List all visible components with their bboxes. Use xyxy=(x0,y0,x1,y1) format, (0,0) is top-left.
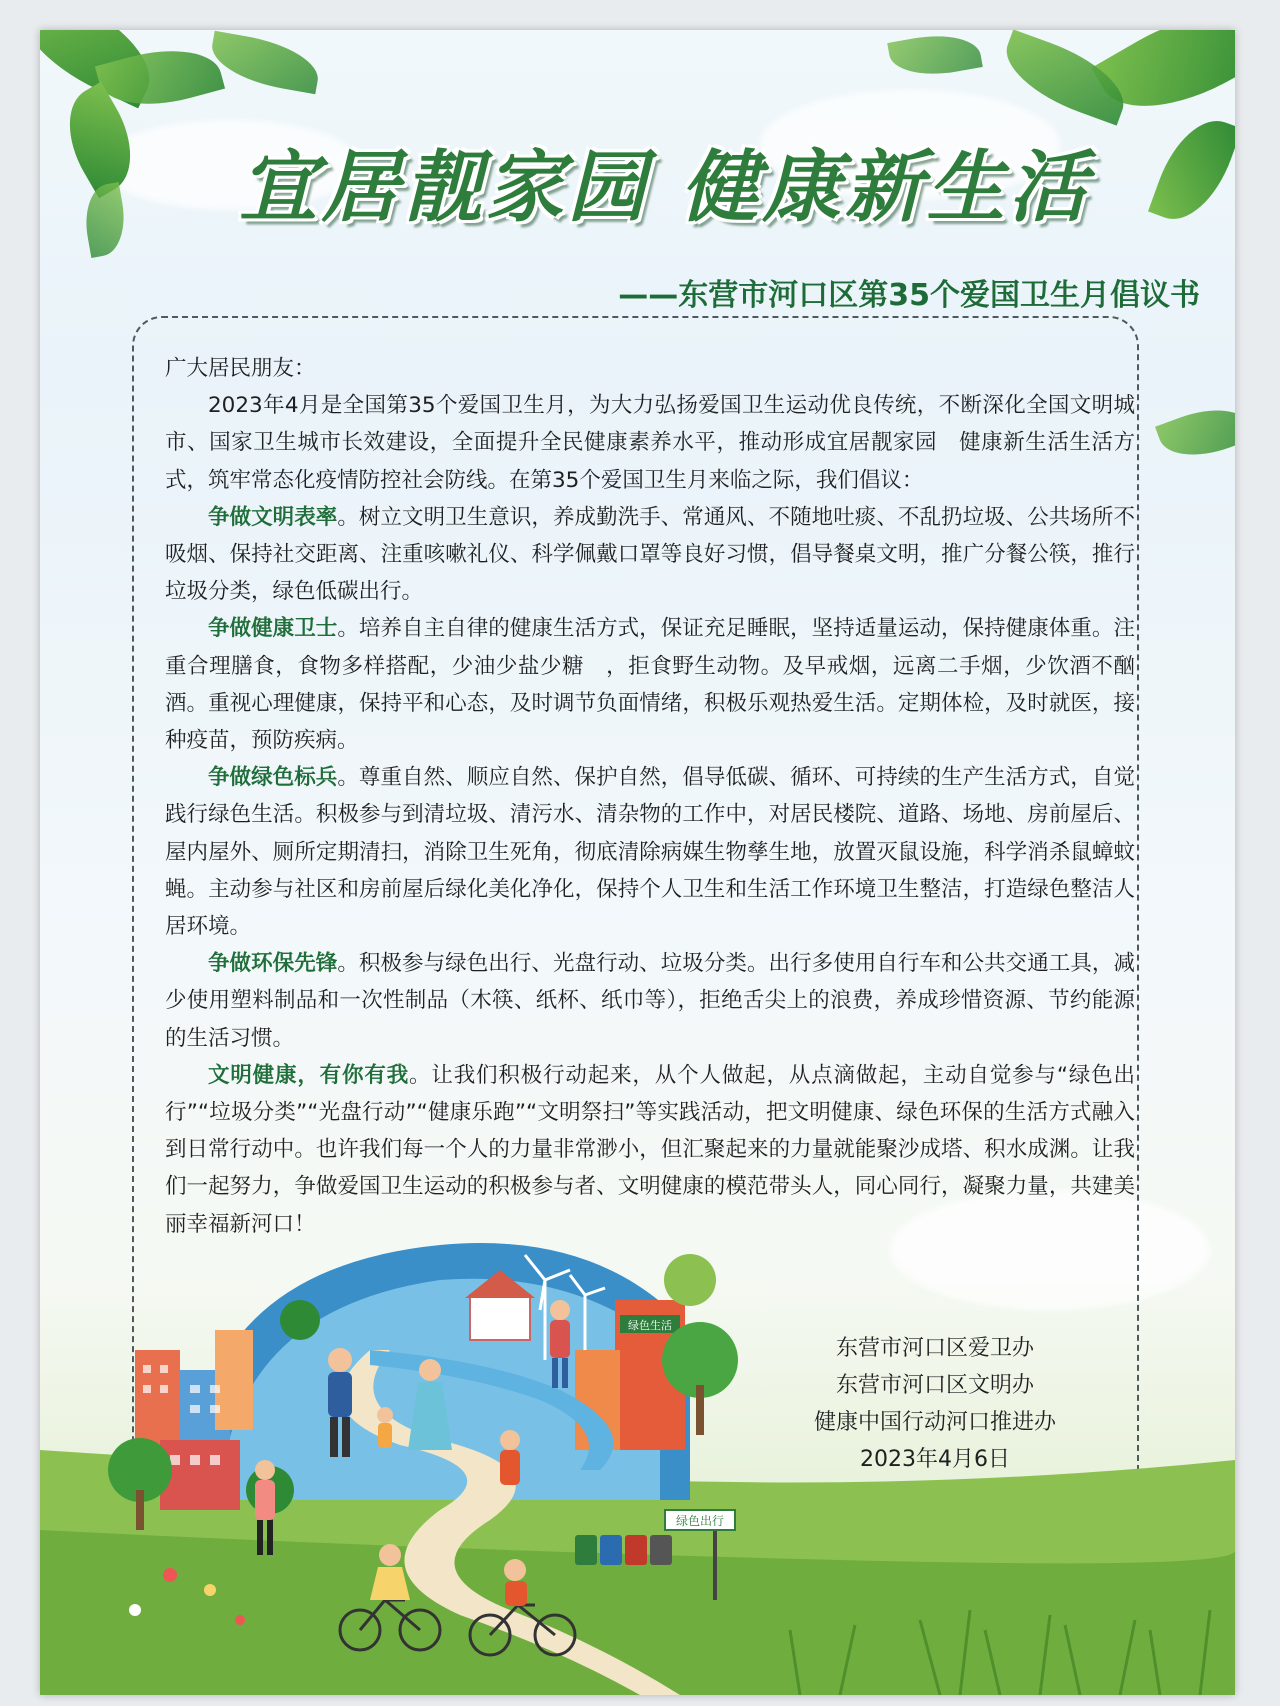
bin-icon xyxy=(625,1535,647,1565)
person-icon xyxy=(500,1430,520,1485)
initiative-heading: 争做环保先锋 xyxy=(208,951,338,977)
shop-sign-text: 绿色生活 xyxy=(628,1319,672,1332)
poster-title: 宜居靓家园 健康新生活 xyxy=(239,143,1091,233)
initiative-text: 。树立文明卫生意识，养成勤洗手、常通风、不随地吐痰、不乱扔垃圾、公共场所不吸烟、保持社交距离、注重咳嗽礼仪、科学佩戴口罩等良好习惯，倡导餐桌文明，推广分餐公筷，推行垃圾分类，绿色低碳出行。 xyxy=(165,504,1135,605)
signature-date: 2023年4月6日 xyxy=(860,1447,1010,1472)
initiative-text: 。积极参与绿色出行、光盘行动、垃圾分类。出行多使用自行车和公共交通工具，减少使用塑料制品和一次性制品（木筷、纸杯、纸巾等），拒绝舌尖上的浪费，养成珍惜资源、节约能源的生活习惯。 xyxy=(165,951,1135,1051)
signature-line: 健康中国行动河口推进办 xyxy=(813,1410,1056,1435)
poster-subtitle: ——东营市河口区第35个爱国卫生月倡议书 xyxy=(618,278,1200,313)
initiative-heading: 争做绿色标兵 xyxy=(208,765,338,791)
bin-icon xyxy=(600,1535,622,1565)
bin-icon xyxy=(650,1535,672,1565)
signature-line: 东营市河口区爱卫办 xyxy=(835,1336,1034,1361)
building-icon xyxy=(160,1440,240,1510)
cyclist-icon xyxy=(504,1559,527,1606)
signature-line: 东营市河口区文明办 xyxy=(835,1373,1034,1398)
initiative-text: 。尊重自然、顺应自然、保护自然，倡导低碳、循环、可持续的生产生活方式，自觉践行绿色生活。积极参与到清垃圾、清污水、清杂物的工作中，对居民楼院、道路、场地、房前屋后、屋内屋外、厕所定期清扫，消除卫生死角，彻底清除病媒生物孳生地，放置灭鼠设施，科学消杀鼠蟑蚊蝇。主动参与社区和房前屋后绿化美化净化，保持个人卫生和生活工作环境卫生整洁，打造绿色整洁人居环境。 xyxy=(165,765,1135,940)
closing-text: 。让我们积极行动起来，从个人做起，从点滴做起，主动自觉参与“绿色出行”“垃圾分类”“光盘行动”“健康乐跑”“文明祭扫”等实践活动，把文明健康、绿色环保的生活方式融入到日常行动中。也许我们每一个人的力量非常渺小，但汇聚起来的力量就能聚沙成塔、积水成渊。让我们一起努力，争做爱国卫生运动的积极参与者、文明健康的模范带头人，同心同行，凝聚力量，共建美丽幸福新河口！ xyxy=(165,1062,1135,1237)
initiative-text: 。培养自主自律的健康生活方式，保证充足睡眠，坚持适量运动，保持健康体重。注重合理膳食，食物多样搭配，少油少盐少糖 ，拒食野生动物。及早戒烟，远离二手烟，少饮酒不酗酒。重视心理健康，保持平和心态，及时调节负面情绪，积极乐观热爱生活。定期体检，及时就医，接种疫苗，预防疾病。 xyxy=(165,616,1135,754)
child-icon xyxy=(377,1407,393,1448)
poster xyxy=(40,30,1235,1695)
intro-paragraph: 2023年4月是全国第35个爱国卫生月，为大力弘扬爱国卫生运动优良传统，不断深化全国文明城市、国家卫生城市长效建设，全面提升全民健康素养水平，推动形成宜居靓家园 健康新生活生活方式，筑牢常态化疫情防控社会防线。在第35个爱国卫生月来临之际，我们倡议： xyxy=(165,393,1135,493)
community-illustration xyxy=(40,30,1235,1695)
house-icon xyxy=(470,1295,530,1340)
salutation: 广大居民朋友： xyxy=(165,356,316,381)
initiative-heading: 争做文明表率 xyxy=(208,504,338,530)
signpost-text: 绿色出行 xyxy=(675,1514,725,1528)
building-icon xyxy=(215,1330,253,1430)
bin-icon xyxy=(575,1535,597,1565)
initiative-heading: 争做健康卫士 xyxy=(208,616,338,642)
closing-heading: 文明健康，有你有我 xyxy=(208,1062,410,1088)
